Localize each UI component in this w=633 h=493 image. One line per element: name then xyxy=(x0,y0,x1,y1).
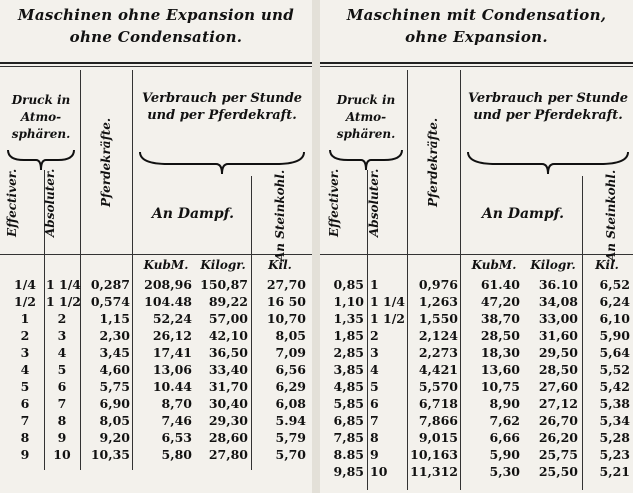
cell-hp: 2,124 xyxy=(418,328,458,343)
table-row xyxy=(320,345,633,361)
table-row xyxy=(320,277,633,293)
cell-cbm: 52,24 xyxy=(152,311,192,326)
table-row xyxy=(320,294,633,310)
cell-kg: 31,70 xyxy=(208,379,248,394)
cell-hp: 1,550 xyxy=(418,311,458,326)
cell-abs: 2 xyxy=(57,311,67,326)
right-title-line1: Maschinen mit Condensation, xyxy=(346,6,607,24)
table-row xyxy=(320,464,633,480)
cell-abs: 1 1/4 xyxy=(370,294,406,309)
cell-kg: 27,12 xyxy=(538,396,578,411)
cell-eff: 0,85 xyxy=(333,277,364,292)
cell-hp: 10,35 xyxy=(90,447,130,462)
cell-eff: 6,85 xyxy=(333,413,364,428)
left-top-rule-thin xyxy=(0,66,312,67)
cell-eff: 5 xyxy=(20,379,30,394)
left-header-absolute: Absoluter. xyxy=(43,168,57,237)
left-title-line1: Maschinen ohne Expansion und xyxy=(17,6,295,24)
cell-eff: 5,85 xyxy=(333,396,364,411)
table-row xyxy=(0,328,312,344)
cell-abs: 1 1/4 xyxy=(46,277,82,292)
right-top-rule xyxy=(320,62,633,64)
left-header-coal: An Steinkohl. xyxy=(273,169,287,261)
cell-eff: 2,85 xyxy=(333,345,364,360)
cell-cbm: 5,80 xyxy=(161,447,192,462)
page-seam xyxy=(312,0,320,493)
cell-abs: 6 xyxy=(370,396,379,411)
cell-eff: 3 xyxy=(20,345,30,360)
cell-coal: 5.94 xyxy=(275,413,306,428)
cell-abs: 3 xyxy=(370,345,379,360)
cell-cbm: 6,53 xyxy=(161,430,192,445)
cell-cbm: 8,70 xyxy=(161,396,192,411)
cell-coal: 27,70 xyxy=(266,277,306,292)
cell-hp: 6,718 xyxy=(418,396,458,411)
right-header-steam: An Dampf. xyxy=(481,206,565,222)
right-table xyxy=(320,0,633,493)
cell-eff: 1 xyxy=(20,311,30,326)
cell-eff: 9,85 xyxy=(333,464,364,479)
cell-eff: 7 xyxy=(20,413,30,428)
cell-coal: 5,28 xyxy=(599,430,630,445)
cell-hp: 5,75 xyxy=(99,379,130,394)
right-header-coal: An Steinkohl. xyxy=(604,169,618,261)
cell-kg: 34,08 xyxy=(538,294,578,309)
left-title xyxy=(0,4,312,48)
cell-eff: 6 xyxy=(20,396,30,411)
left-title-line2: ohne Condensation. xyxy=(69,28,243,46)
cell-eff: 1,35 xyxy=(333,311,364,326)
table-row xyxy=(320,311,633,327)
cell-abs: 8 xyxy=(370,430,379,445)
cell-coal: 6,24 xyxy=(599,294,630,309)
table-row xyxy=(0,447,312,463)
cell-hp: 0,976 xyxy=(418,277,458,292)
right-header-pressure: Druck in Atmo-sphären. xyxy=(336,93,396,141)
table-row xyxy=(0,430,312,446)
cell-abs: 3 xyxy=(57,328,67,343)
cell-cbm: 208,96 xyxy=(144,277,192,292)
cell-abs: 10 xyxy=(370,464,388,479)
cell-cbm: 18,30 xyxy=(480,345,520,360)
cell-coal: 16 50 xyxy=(266,294,306,309)
right-title-line2: ohne Expansion. xyxy=(405,28,548,46)
table-row xyxy=(320,328,633,344)
cell-cbm: 5,90 xyxy=(489,447,520,462)
cell-cbm: 5,30 xyxy=(489,464,520,479)
cell-eff: 1/4 xyxy=(14,277,36,292)
cell-kg: 25,75 xyxy=(538,447,578,462)
cell-eff: 1,10 xyxy=(333,294,364,309)
cell-cbm: 47,20 xyxy=(480,294,520,309)
cell-hp: 1,15 xyxy=(99,311,130,326)
left-table xyxy=(0,0,312,493)
cell-cbm: 61.40 xyxy=(480,277,520,292)
cell-eff: 2 xyxy=(20,328,30,343)
cell-hp: 9,015 xyxy=(418,430,458,445)
cell-abs: 7 xyxy=(370,413,379,428)
cell-hp: 0,574 xyxy=(90,294,130,309)
cell-hp: 8,05 xyxy=(99,413,130,428)
cell-kg: 28,60 xyxy=(208,430,248,445)
cell-hp: 7,866 xyxy=(418,413,458,428)
right-unit-kilogram: Kilogr. xyxy=(530,258,576,272)
cell-abs: 5 xyxy=(370,379,379,394)
cell-cbm: 38,70 xyxy=(480,311,520,326)
cell-coal: 5,21 xyxy=(599,464,630,479)
cell-kg: 33,40 xyxy=(208,362,248,377)
cell-eff: 8 xyxy=(20,430,30,445)
cell-coal: 5,42 xyxy=(599,379,630,394)
cell-cbm: 28,50 xyxy=(480,328,520,343)
left-header-effective: Effectiver. xyxy=(5,168,19,237)
table-row xyxy=(320,447,633,463)
cell-cbm: 26,12 xyxy=(152,328,192,343)
cell-abs: 6 xyxy=(57,379,67,394)
cell-cbm: 10,75 xyxy=(480,379,520,394)
cell-kg: 30,40 xyxy=(208,396,248,411)
cell-abs: 2 xyxy=(370,328,379,343)
cell-coal: 6,56 xyxy=(275,362,306,377)
cell-kg: 89,22 xyxy=(208,294,248,309)
cell-abs: 4 xyxy=(370,362,379,377)
cell-eff: 3,85 xyxy=(333,362,364,377)
left-header-consumption: Verbrauch per Stunde und per Pferdekraft. xyxy=(141,91,303,123)
cell-cbm: 104.48 xyxy=(144,294,192,309)
table-row xyxy=(320,413,633,429)
cell-hp: 2,30 xyxy=(99,328,130,343)
cell-hp: 9,20 xyxy=(99,430,130,445)
cell-coal: 5,64 xyxy=(599,345,630,360)
cell-cbm: 10.44 xyxy=(152,379,192,394)
cell-abs: 1 xyxy=(370,277,379,292)
cell-cbm: 8,90 xyxy=(489,396,520,411)
table-row xyxy=(0,413,312,429)
cell-coal: 5,23 xyxy=(599,447,630,462)
cell-kg: 29,30 xyxy=(208,413,248,428)
cell-hp: 4,60 xyxy=(99,362,130,377)
right-header-horsepower: Pferdekräfte. xyxy=(426,117,440,207)
cell-abs: 1 1/2 xyxy=(46,294,82,309)
cell-cbm: 17,41 xyxy=(152,345,192,360)
table-row xyxy=(0,345,312,361)
cell-coal: 6,29 xyxy=(275,379,306,394)
cell-cbm: 7,46 xyxy=(161,413,192,428)
table-row xyxy=(0,379,312,395)
right-unit-cubic: KubM. xyxy=(471,258,517,272)
left-top-rule xyxy=(0,62,312,64)
table-row xyxy=(0,396,312,412)
cell-abs: 9 xyxy=(57,430,67,445)
cell-kg: 42,10 xyxy=(208,328,248,343)
cell-hp: 6,90 xyxy=(99,396,130,411)
cell-coal: 5,90 xyxy=(599,328,630,343)
left-header-horsepower: Pferdekräfte. xyxy=(99,117,113,207)
cell-hp: 10,163 xyxy=(410,447,458,462)
cell-coal: 5,34 xyxy=(599,413,630,428)
cell-kg: 26,20 xyxy=(538,430,578,445)
left-unit-kilo: Kil. xyxy=(268,258,292,272)
cell-eff: 1,85 xyxy=(333,328,364,343)
right-unit-kilo: Kil. xyxy=(595,258,619,272)
right-header-absolute: Absoluter. xyxy=(367,168,381,237)
left-header-steam: An Dampf. xyxy=(151,206,235,222)
cell-hp: 2,273 xyxy=(418,345,458,360)
cell-coal: 5,79 xyxy=(275,430,306,445)
cell-kg: 27,60 xyxy=(538,379,578,394)
cell-hp: 5,570 xyxy=(418,379,458,394)
table-row xyxy=(320,430,633,446)
cell-eff: 1/2 xyxy=(14,294,36,309)
cell-coal: 8,05 xyxy=(275,328,306,343)
table-row xyxy=(320,362,633,378)
left-unit-kilogram: Kilogr. xyxy=(200,258,246,272)
left-unit-cubic: KubM. xyxy=(143,258,189,272)
cell-kg: 150,87 xyxy=(200,277,248,292)
table-row xyxy=(320,396,633,412)
table-row xyxy=(0,277,312,293)
cell-kg: 36.10 xyxy=(538,277,578,292)
cell-abs: 1 1/2 xyxy=(370,311,406,326)
cell-eff: 8.85 xyxy=(333,447,364,462)
table-row xyxy=(0,362,312,378)
cell-coal: 6,52 xyxy=(599,277,630,292)
cell-kg: 28,50 xyxy=(538,362,578,377)
left-header-rule xyxy=(0,254,312,255)
cell-eff: 4 xyxy=(20,362,30,377)
cell-coal: 7,09 xyxy=(275,345,306,360)
table-row xyxy=(0,311,312,327)
right-title xyxy=(320,4,633,48)
cell-coal: 10,70 xyxy=(266,311,306,326)
cell-hp: 3,45 xyxy=(99,345,130,360)
cell-eff: 9 xyxy=(20,447,30,462)
left-header-pressure: Druck in Atmo-sphären. xyxy=(11,93,71,141)
right-header-consumption: Verbrauch per Stunde und per Pferdekraft. xyxy=(467,91,629,123)
cell-eff: 7,85 xyxy=(333,430,364,445)
cell-coal: 5,70 xyxy=(275,447,306,462)
cell-kg: 36,50 xyxy=(208,345,248,360)
cell-kg: 25,50 xyxy=(538,464,578,479)
cell-hp: 0,287 xyxy=(90,277,130,292)
cell-kg: 26,70 xyxy=(538,413,578,428)
cell-kg: 33,00 xyxy=(538,311,578,326)
cell-coal: 5,52 xyxy=(599,362,630,377)
cell-hp: 4,421 xyxy=(418,362,458,377)
cell-abs: 5 xyxy=(57,362,67,377)
cell-kg: 27,80 xyxy=(208,447,248,462)
cell-hp: 11,312 xyxy=(410,464,458,479)
cell-cbm: 6,66 xyxy=(489,430,520,445)
cell-abs: 4 xyxy=(57,345,67,360)
cell-cbm: 13,60 xyxy=(480,362,520,377)
right-top-rule-thin xyxy=(320,66,633,67)
cell-abs: 10 xyxy=(53,447,71,462)
cell-coal: 5,38 xyxy=(599,396,630,411)
cell-kg: 31,60 xyxy=(538,328,578,343)
cell-coal: 6,08 xyxy=(275,396,306,411)
table-row xyxy=(0,294,312,310)
cell-cbm: 13,06 xyxy=(152,362,192,377)
cell-abs: 7 xyxy=(57,396,67,411)
cell-abs: 9 xyxy=(370,447,379,462)
right-header-effective: Effectiver. xyxy=(327,168,341,237)
cell-abs: 8 xyxy=(57,413,67,428)
cell-cbm: 7,62 xyxy=(489,413,520,428)
cell-hp: 1,263 xyxy=(418,294,458,309)
cell-kg: 29,50 xyxy=(538,345,578,360)
cell-eff: 4,85 xyxy=(333,379,364,394)
cell-kg: 57,00 xyxy=(208,311,248,326)
table-row xyxy=(320,379,633,395)
cell-coal: 6,10 xyxy=(599,311,630,326)
